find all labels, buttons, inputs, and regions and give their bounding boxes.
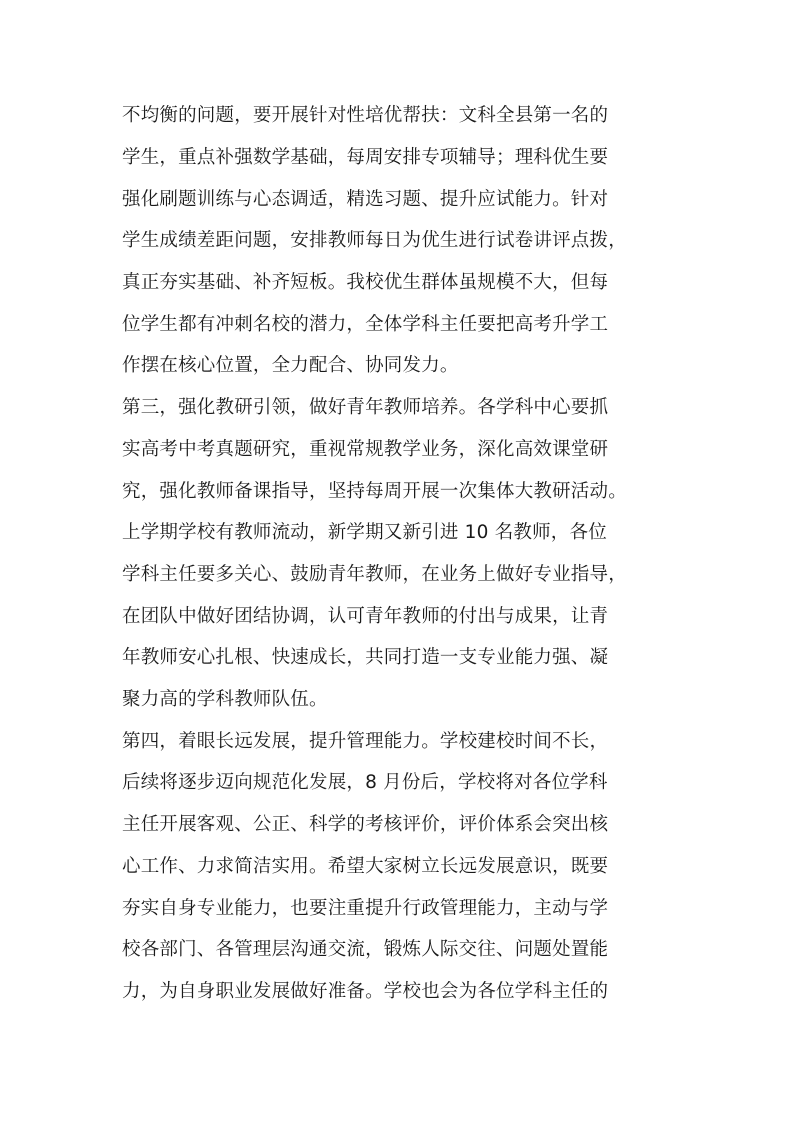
text-line: 力，为自身职业发展做好准备。学校也会为各位学科主任的 <box>122 981 609 1002</box>
text-line: 究，强化教师备课指导，坚持每周开展一次集体大教研活动。 <box>122 481 627 502</box>
text-line: 后续将逐步迈向规范化发展，8 月份后，学校将对各位学科 <box>122 772 608 793</box>
text-line: 作摆在核心位置，全力配合、协同发力。 <box>122 355 459 376</box>
text-line: 上学期学校有教师流动，新学期又新引进 10 名教师，各位 <box>122 522 607 543</box>
text-line: 强化刷题训练与心态调适，精选习题、提升应试能力。针对 <box>122 189 609 210</box>
text-line: 心工作、力求简洁实用。希望大家树立长远发展意识，既要 <box>122 856 609 877</box>
text-line: 位学生都有冲刺名校的潜力，全体学科主任要把高考升学工 <box>122 314 609 335</box>
text-line: 学生，重点补强数学基础，每周安排专项辅导；理科优生要 <box>122 147 609 168</box>
text-line: 聚力高的学科教师队伍。 <box>122 689 328 710</box>
text-line: 真正夯实基础、补齐短板。我校优生群体虽规模不大，但每 <box>122 272 609 293</box>
text-line: 学科主任要多关心、鼓励青年教师，在业务上做好专业指导， <box>122 564 627 585</box>
text-line: 夯实自身专业能力，也要注重提升行政管理能力，主动与学 <box>122 898 609 919</box>
text-line: 校各部门、各管理层沟通交流，锻炼人际交往、问题处置能 <box>122 939 609 960</box>
section-heading-line: 第四，着眼长远发展，提升管理能力。学校建校时间不长， <box>122 731 609 752</box>
text-line: 不均衡的问题，要开展针对性培优帮扶：文科全县第一名的 <box>122 105 609 126</box>
text-line: 主任开展客观、公正、科学的考核评价，评价体系会突出核 <box>122 814 609 835</box>
text-line: 实高考中考真题研究，重视常规教学业务，深化高效课堂研 <box>122 439 609 460</box>
text-line: 学生成绩差距问题，安排教师每日为优生进行试卷讲评点拨， <box>122 230 627 251</box>
text-line: 年教师安心扎根、快速成长，共同打造一支专业能力强、凝 <box>122 647 609 668</box>
text-line: 在团队中做好团结协调，认可青年教师的付出与成果，让青 <box>122 606 609 627</box>
section-heading-line: 第三，强化教研引领，做好青年教师培养。各学科中心要抓 <box>122 397 609 418</box>
